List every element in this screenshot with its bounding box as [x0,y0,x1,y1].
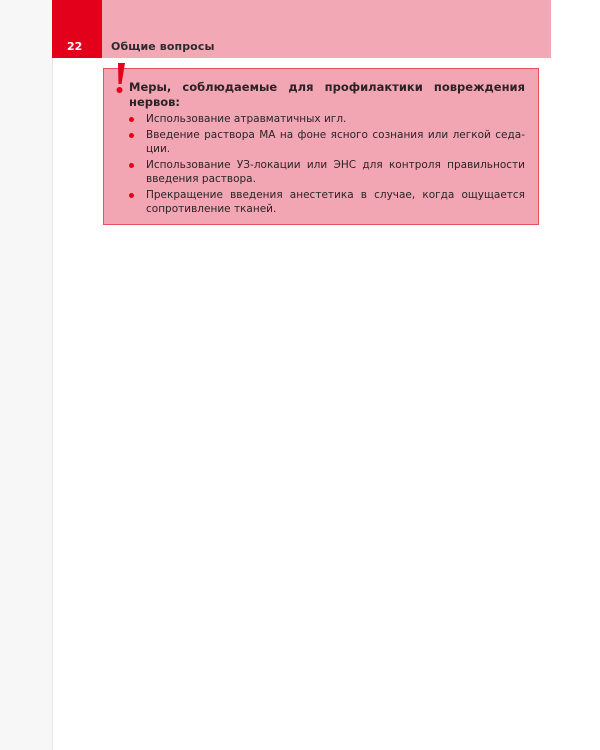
page-gutter [0,0,53,750]
bullet-icon [129,117,134,122]
notice-heading: Меры, соблюдаемые для профилактики повреждения нервов: [129,80,525,109]
exclamation-icon [113,62,127,96]
bullet-icon [129,163,134,168]
list-item-text: Использование УЗ-локации или ЭНС для контроля правильности введения раствора. [146,158,525,185]
list-item [129,112,525,127]
bullet-icon [129,133,134,138]
bullet-icon [129,193,134,198]
list-item [129,188,525,217]
list-item-text: Введение раствора МА на фоне ясного сознания или легкой седации. [146,128,525,155]
section-title: Общие вопросы [111,40,215,53]
notice-list [129,112,525,218]
list-item-text: Прекращение введения анестетика в случае, когда ощущается сопротивление тканей. [146,188,525,215]
list-item [129,128,525,157]
list-item [129,158,525,187]
list-item-text: Использование атравматичных игл. [146,113,347,125]
page-number: 22 [67,40,83,53]
